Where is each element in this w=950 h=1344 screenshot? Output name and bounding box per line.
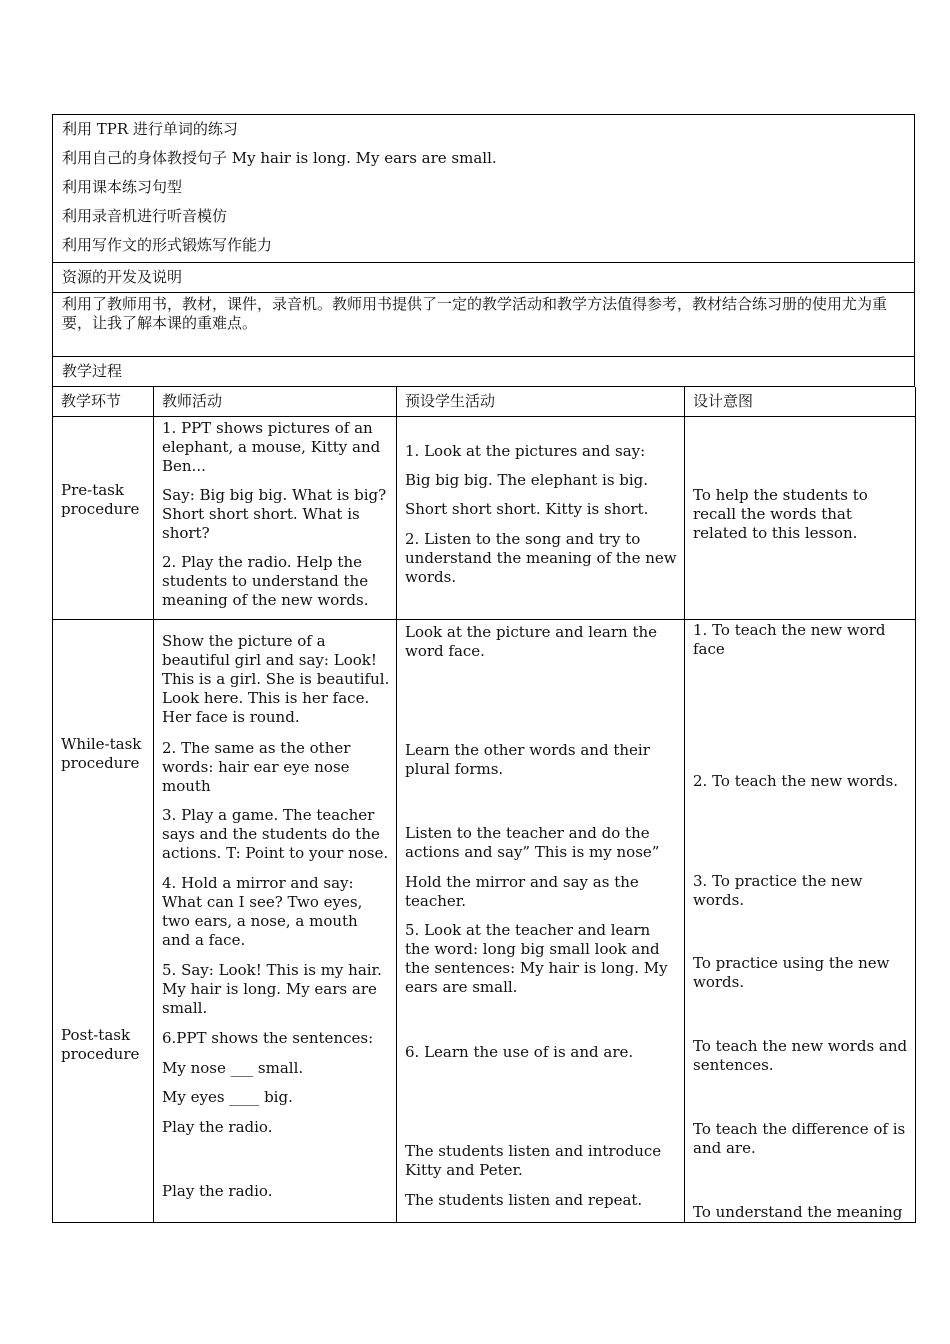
design-intent: 3. To practice the new words.	[693, 872, 863, 909]
student-cell	[397, 417, 685, 620]
student-activity: Learn the other words and their plural forms.	[405, 741, 650, 778]
student-activity: Short short short. Kitty is short.	[405, 500, 649, 518]
design-intent: 1. To teach the new word face	[693, 621, 886, 658]
table-row-while-task	[53, 620, 916, 1223]
teacher-activity: 2. The same as the other words: hair ear eye nose mouth	[162, 739, 351, 795]
student-activity: Listen to the teacher and do the actions and say” This is my nose”	[405, 824, 660, 861]
resources-title-box	[52, 263, 915, 293]
student-cell	[397, 620, 685, 1223]
student-activity: 5. Look at the teacher and learn the word: long big small look and the sentences: My hair is long. My ears are small.	[405, 921, 668, 996]
stage-cell	[53, 417, 154, 620]
student-activity: Hold the mirror and say as the teacher.	[405, 873, 639, 910]
table-row-pre-task	[53, 417, 916, 620]
design-intent: 2. To teach the new words.	[693, 772, 898, 790]
design-intent: To teach the difference of is and are.	[693, 1120, 906, 1157]
header-teacher: 教师活动	[162, 392, 223, 410]
teacher-activity: Play the radio.	[162, 1118, 273, 1136]
student-activity: Big big big. The elephant is big.	[405, 471, 649, 489]
header-cell	[685, 387, 916, 417]
method-line: 利用 TPR 进行单词的练习	[62, 120, 238, 138]
header-cell	[154, 387, 397, 417]
table-header-row	[53, 387, 916, 417]
intent-cell	[685, 620, 916, 1223]
method-line: 利用写作文的形式锻炼写作能力	[62, 236, 273, 254]
stage-post: Post-task procedure	[61, 1026, 140, 1063]
teacher-activity: 4. Hold a mirror and say: What can I see? Two eyes, two ears, a nose, a mouth and a face.	[162, 874, 363, 949]
teacher-activity: My eyes ____ big.	[162, 1088, 293, 1106]
resources-desc-box	[52, 293, 915, 357]
process-table	[52, 387, 916, 1223]
student-activity: 2. Listen to the song and try to understand the meaning of the new words.	[405, 530, 677, 586]
student-activity: The students listen and introduce Kitty and Peter.	[405, 1142, 662, 1179]
lesson-plan	[52, 114, 915, 1223]
header-cell	[397, 387, 685, 417]
stage-cell	[53, 620, 154, 1223]
teacher-activity: My nose ___ small.	[162, 1059, 304, 1077]
teacher-activity: Say: Big big big. What is big? Short short short. What is short?	[162, 486, 387, 542]
design-intent: To teach the new words and sentences.	[693, 1037, 908, 1074]
student-activity: The students listen and repeat.	[405, 1191, 643, 1209]
teacher-activity: Play the radio.	[162, 1182, 273, 1200]
intent-cell	[685, 417, 916, 620]
header-cell	[53, 387, 154, 417]
design-intent: To help the students to recall the words that related to this lesson.	[693, 486, 868, 542]
teacher-cell	[154, 620, 397, 1223]
teacher-activity: Show the picture of a beautiful girl and say: Look! This is a girl. She is beautiful. Look here. This is her face. Her face is round.	[162, 632, 390, 726]
teacher-activity: 3. Play a game. The teacher says and the students do the actions. T: Point to your nose.	[162, 806, 389, 862]
teacher-cell	[154, 417, 397, 620]
student-activity: 6. Learn the use of is and are.	[405, 1043, 634, 1061]
teaching-methods-box	[52, 114, 915, 263]
process-title: 教学过程	[62, 362, 123, 380]
header-student: 预设学生活动	[405, 392, 496, 410]
method-line: 利用录音机进行听音模仿	[62, 207, 228, 225]
stage-pre: Pre-task procedure	[61, 481, 140, 518]
design-intent: To practice using the new words.	[693, 954, 890, 991]
method-line: 利用课本练习句型	[62, 178, 183, 196]
resources-description: 利用了教师用书，教材，课件，录音机。教师用书提供了一定的教学活动和教学方法值得参考，教材结合练习册的使用尤为重要，让我了解本课的重难点。	[62, 295, 888, 332]
resources-title: 资源的开发及说明	[62, 268, 183, 286]
design-intent: To understand the meaning	[693, 1203, 903, 1221]
teacher-activity: 6.PPT shows the sentences:	[162, 1029, 374, 1047]
header-stage: 教学环节	[61, 392, 122, 410]
student-activity: Look at the picture and learn the word face.	[405, 623, 658, 660]
teacher-activity: 5. Say: Look! This is my hair. My hair is long. My ears are small.	[162, 961, 382, 1017]
stage-while: While-task procedure	[61, 735, 142, 772]
teacher-activity: 1. PPT shows pictures of an elephant, a mouse, Kitty and Ben...	[162, 419, 381, 475]
method-line: 利用自己的身体教授句子 My hair is long. My ears are small.	[62, 149, 497, 167]
teacher-activity: 2. Play the radio. Help the students to understand the meaning of the new words.	[162, 553, 369, 609]
student-activity: 1. Look at the pictures and say:	[405, 442, 646, 460]
header-intent: 设计意图	[693, 392, 754, 410]
process-title-box	[52, 357, 915, 387]
